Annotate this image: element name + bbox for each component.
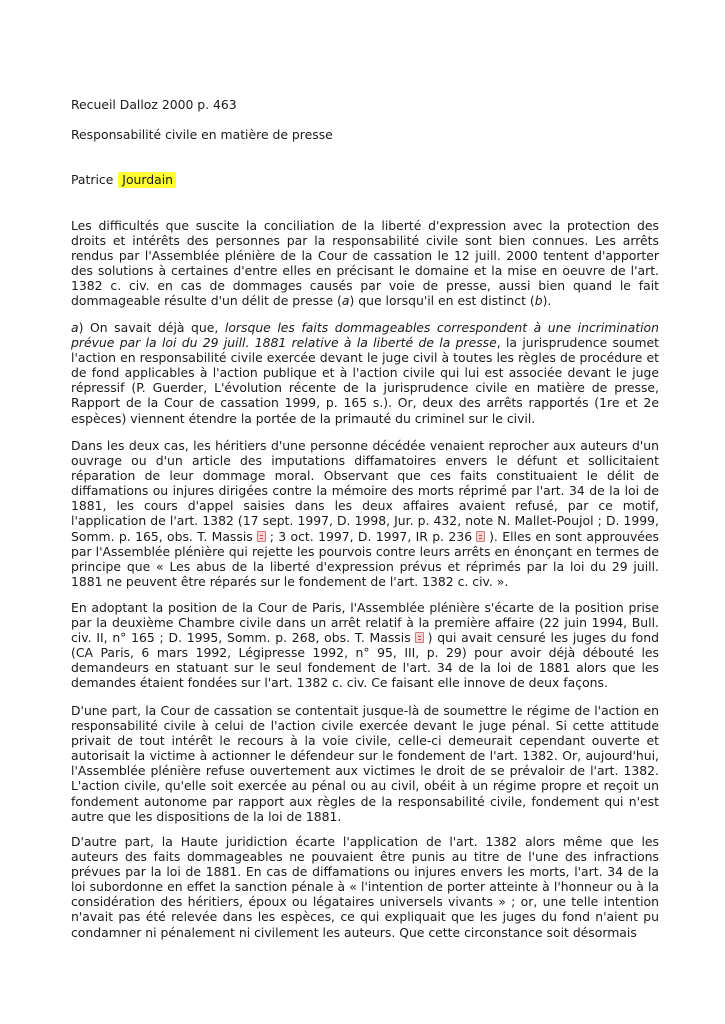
- document-link-icon[interactable]: [415, 632, 424, 643]
- intro-marker-b: b: [534, 293, 543, 309]
- heirs-text-2: ; 3 oct. 1997, D. 1997, IR p. 236: [269, 528, 473, 544]
- author-last-name-highlight: Jourdain: [118, 172, 176, 188]
- intro-text-3: ).: [542, 293, 552, 309]
- second-innovation-text: D'autre part, la Haute juridiction écarte l'application de l'art. 1382 alors même que les auteurs des faits dommageables ne pouvaient être punis au titre de l'une des infractions prévues par la loi de 1881. En cas de diffamations ou injures envers les morts, l'art. 34 de la loi subordonne en effet la sanction pénale à « l'intention de porter atteinte à l'honneur ou à la considération des héritiers, époux ou légataires universels vivants » ; or, une telle intention n'avait pas été relevée dans les espèces, ce qui expliquait que les juges du fond n'aient pu condamner ni pénalement ni civilement les auteurs. Que cette circonstance soit désormais: [71, 834, 659, 940]
- paragraph-heirs: [71, 438, 659, 589]
- paragraph-a-text-2: , la jurisprudence soumet l'action en responsabilité civile exercée devant le juge civil à toutes les règles de procédure et de fond applicables à l'action publique et à l'action civile qui lui est associée devant le juge répressif (P. Guerder, L'évolution récente de la jurisprudence civile en matière de presse, Rapport de la Cour de cassation 1999, p. 165 s.). Or, deux des arrêts rapportés (1re et 2e espèces) viennent étendre la portée de la primauté du criminel sur le civil.: [71, 335, 659, 426]
- author-first-name: Patrice: [71, 172, 114, 187]
- paragraph-a-text-1: ) On savait déjà que,: [78, 320, 225, 335]
- paragraph-adoption: [71, 600, 659, 691]
- paragraph-a: [71, 320, 659, 426]
- paragraph-intro: [71, 218, 659, 309]
- intro-marker-a: a: [341, 293, 350, 309]
- adoption-text-1: En adoptant la position de la Cour de Paris, l'Assemblée plénière s'écarte de la position prise par la deuxième Chambre civile dans un arrêt relatif à la première affaire (22 juin 1994, Bull. civ. II, n° 165 ; D. 1995, Somm. p. 268, obs. T. Massis: [71, 600, 659, 646]
- paragraph-second-innovation: [71, 834, 659, 940]
- heirs-text-3: ). Elles en sont approuvées par l'Assemblée plénière qui rejette les pourvois contre leurs arrêts en énonçant en termes de principe que « Les abus de la liberté d'expression prévus et réprimés par la loi du 29 juill. 1881 ne peuvent être réparés sur le fondement de l'art. 1382 c. civ. ».: [71, 528, 659, 589]
- adoption-text-2: ) qui avait censuré les juges du fond (CA Paris, 6 mars 1992, Légipresse 1992, n° 95, III, p. 29) pour avoir déjà débouté les demandeurs en statuant sur le seul fondement de l'art. 34 de la loi de 1881 alors que les demandes étaient fondées sur l'art. 1382 c. civ. Ce faisant elle innove de deux façons.: [71, 630, 659, 691]
- source-reference: Recueil Dalloz 2000 p. 463: [71, 97, 237, 112]
- paragraph-first-innovation: [71, 703, 659, 824]
- section-marker-a: a: [71, 320, 79, 335]
- author-line: [71, 172, 659, 187]
- document-link-icon[interactable]: [476, 531, 485, 542]
- intro-text-2: ) que lorsqu'il en est distinct (: [349, 293, 535, 309]
- heirs-text-1: Dans les deux cas, les héritiers d'une personne décédée venaient reprocher aux auteurs d'un ouvrage ou d'un article des imputations diffamatoires envers le défunt et sollicitaient réparation de leur dommage moral. Observant que ces faits constituaient le délit de diffamations ou injures dirigées contre la mémoire des morts réprimé par l'art. 34 de la loi de 1881, les cours d'appel saisies dans les deux affaires avaient refusé, par ce motif, l'application de l'art. 1382 (17 sept. 1997, D. 1998, Jur. p. 432, note N. Mallet-Poujol ; D. 1999, Somm. p. 165, obs. T. Massis: [71, 438, 659, 544]
- first-innovation-text: D'une part, la Cour de cassation se contentait jusque-là de soumettre le régime de l'action en responsabilité civile à celui de l'action civile exercée devant le juge pénal. Si cette attitude privait de tout intérêt le recours à la voie civile, celle-ci demeurait cependant ouverte et autorisait la victime à actionner le défendeur sur le fondement de l'art. 1382. Or, aujourd'hui, l'Assemblée plénière refuse ouvertement aux victimes le droit de se prévaloir de l'art. 1382. L'action civile, qu'elle soit exercée au pénal ou au civil, obéit à un régime propre et reçoit un fondement autonome par rapport aux règles de la responsabilité civile, fondement qui n'est autre que les dispositions de la loi de 1881.: [71, 703, 659, 824]
- paragraph-a-emphasis: lorsque les faits dommageables correspondent à une incrimination prévue par la loi du 29 juill. 1881 relative à la liberté de la presse: [71, 320, 659, 351]
- intro-text-1: Les difficultés que suscite la conciliation de la liberté d'expression avec la protection des droits et intérêts des personnes par la responsabilité civile sont bien connues. Les arrêts rendus par l'Assemblée plénière de la Cour de cassation le 12 juill. 2000 tentent d'apporter des solutions à certaines d'entre elles en précisant le domaine et la mise en oeuvre de l'art. 1382 c. civ. en cas de dommages causés par voie de presse, aussi bien quand le fait dommageable résulte d'un délit de presse (: [71, 218, 659, 309]
- document-link-icon[interactable]: [257, 531, 266, 542]
- article-title: Responsabilité civile en matière de presse: [71, 127, 333, 142]
